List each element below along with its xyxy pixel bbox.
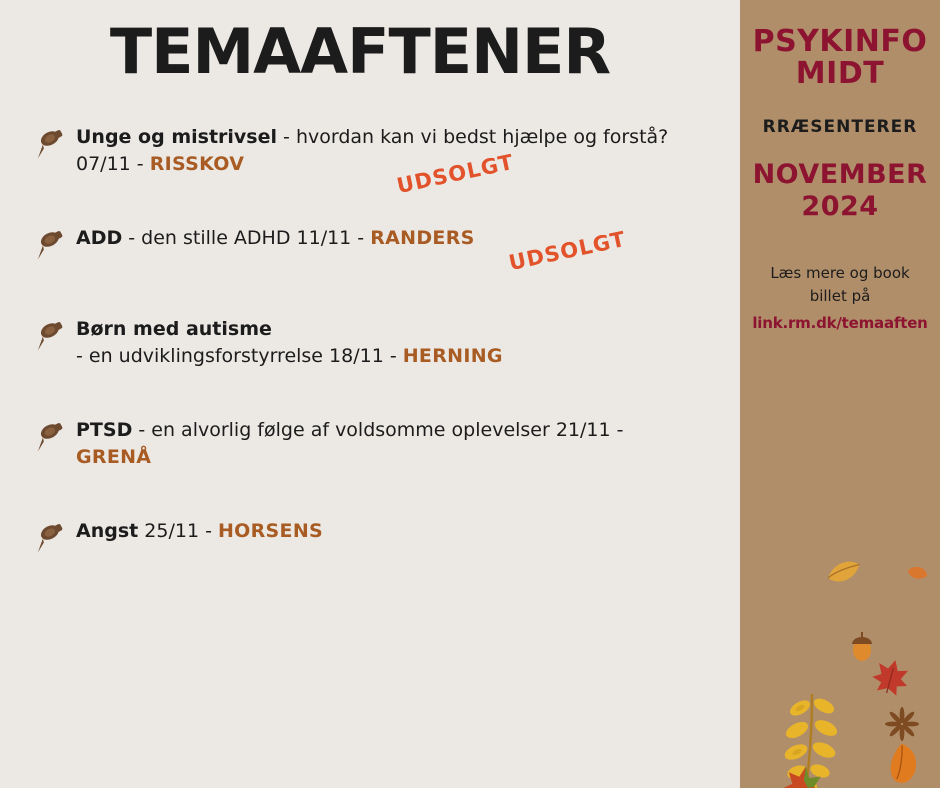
list-item [30, 225, 710, 276]
pushpin-icon [30, 318, 70, 352]
event-description: - den stille ADHD 11/11 - [122, 227, 371, 250]
event-text [76, 417, 676, 471]
event-title: PTSD [76, 419, 133, 442]
event-title: Børn med autisme [76, 318, 272, 341]
month-label: NOVEMBER [752, 158, 928, 190]
event-text [76, 316, 503, 370]
event-place: RISSKOV [149, 153, 245, 176]
list-item [30, 518, 710, 562]
list-item [30, 316, 710, 370]
year-label: 2024 [801, 191, 879, 223]
event-place: HORSENS [217, 520, 324, 542]
pushpin-icon [30, 419, 70, 453]
list-item [30, 124, 710, 199]
event-text [76, 124, 676, 199]
pushpin-icon [30, 227, 70, 261]
event-description: - hvordan kan vi bedst hjælpe og forstå? 07/11 - [76, 126, 669, 176]
event-title: ADD [76, 227, 123, 250]
poster-sidebar [740, 0, 940, 788]
presents-label: RRÆSENTERER [762, 116, 918, 137]
booking-info [748, 262, 932, 336]
brand-line-2: MIDT [795, 56, 885, 92]
pushpin-icon [30, 126, 70, 160]
pushpin-icon [30, 520, 70, 554]
booking-line-1: Læs mere og book [770, 263, 910, 282]
brand-name [748, 26, 932, 91]
status-badge: UDSOLGT [506, 227, 629, 276]
list-item [30, 417, 710, 471]
event-place: HERNING [402, 345, 503, 368]
page-title: TEMAAFTENER [109, 15, 611, 88]
event-description: - en alvorlig følge af voldsomme oplevelser 21/11 - [132, 419, 624, 442]
event-place: GRENÅ [76, 446, 152, 469]
event-description: 25/11 - [138, 520, 218, 542]
event-title: Unge og mistrivsel [76, 126, 278, 149]
event-place: RANDERS [370, 227, 475, 250]
booking-link[interactable]: link.rm.dk/temaaften [752, 314, 928, 333]
booking-line-2: billet på [809, 286, 871, 305]
event-description: - en udviklingsforstyrrelse 18/11 - [76, 345, 403, 368]
status-badge: UDSOLGT [394, 150, 517, 199]
event-list [0, 124, 740, 562]
autumn-leaves-decoration [740, 448, 940, 788]
event-text [76, 225, 629, 276]
event-text [76, 518, 323, 545]
event-title: Angst [76, 520, 139, 542]
brand-line-1: PSYKINFO [752, 24, 928, 59]
